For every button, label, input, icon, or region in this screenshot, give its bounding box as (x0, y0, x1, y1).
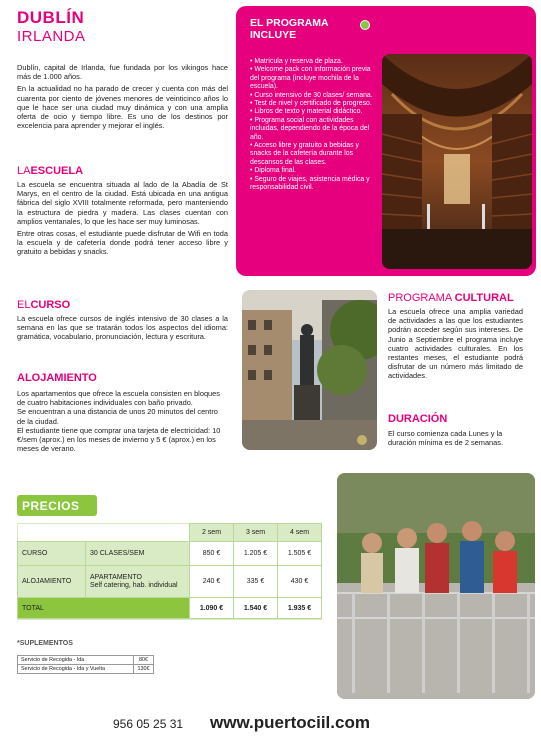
precios-heading: PRECIOS (22, 499, 80, 513)
page-subtitle: IRLANDA (17, 28, 86, 45)
suplementos-table (17, 655, 154, 674)
check-badge-icon (360, 20, 370, 30)
duracion-text: El curso comienza cada Lunes y la duración mínima es de 2 semanas. (388, 429, 504, 448)
page-title: DUBLÍN (17, 8, 85, 27)
students-photo (337, 473, 535, 699)
precios-table (17, 523, 322, 619)
table-row: Servicio de Recogida - Ida y Vuelta 130€ (18, 665, 154, 674)
table-row (18, 524, 322, 542)
table-row: Servicio de Recogida - Ida 80€ (18, 656, 154, 665)
alojamiento-heading: ALOJAMIENTO (17, 372, 97, 384)
library-illustration (382, 54, 532, 269)
list-item: • Test de nivel y certificado de progreso. (250, 100, 372, 108)
statue-photo (242, 290, 377, 450)
statue-illustration (242, 290, 377, 450)
dublin-intro: Dublín, capital de Irlanda, fue fundada por los vikingos hace más de 1.000 años. En la actualidad no ha parado de crecer y cuenta con más del cuarenta por ciento de jóvenes menores de veinticinco años lo que le hace ser una ciudad muy dinámica y con una amplia oferta de ocio y tiempo libre. Es uno de los destinos por excelencia para aprender y mejorar el inglés. (17, 63, 228, 131)
total-label: TOTAL (18, 598, 190, 619)
students-illustration (337, 473, 535, 699)
suplementos-heading: *SUPLEMENTOS (17, 640, 73, 647)
library-photo (382, 54, 532, 269)
footer-website[interactable]: www.puertociil.com (210, 713, 370, 732)
programa-title: EL PROGRAMA INCLUYE (250, 17, 329, 41)
column-header: 2 sem (190, 524, 234, 542)
list-item: • Curso intensivo de 30 clases/ semana. (250, 91, 373, 99)
list-item: • Matrícula y reserva de plaza. (250, 58, 343, 65)
total-row: TOTAL 1.090 € 1.540 € 1.935 € (18, 598, 322, 619)
row-label: CURSO (18, 542, 86, 566)
duracion-heading: DURACIÓN (388, 413, 448, 425)
table-row: ALOJAMIENTO APARTAMENTO Self catering, hab. individual 240 € 335 € 430 € (18, 566, 322, 598)
list-item: • Seguro de viajes, asistencia médica y responsabilidad civil. (250, 175, 370, 192)
list-item: • Acceso libre y gratuito a bebidas y snacks de la cafetería durante los descansos de las clases. (250, 142, 359, 166)
row-desc: APARTAMENTO Self catering, hab. individual (86, 566, 190, 598)
column-header: 3 sem (234, 524, 278, 542)
column-header: 4 sem (278, 524, 322, 542)
row-desc: 30 CLASES/SEM (86, 542, 190, 566)
row-label: ALOJAMIENTO (18, 566, 86, 598)
cultural-heading: PROGRAMA CULTURAL (388, 292, 514, 304)
escuela-heading: LAESCUELA (17, 165, 84, 177)
curso-heading: ELCURSO (17, 299, 71, 311)
list-item: • Welcome pack con información previa del programa (incluye mochila de la escuela). (250, 66, 371, 91)
table-row: CURSO 30 CLASES/SEM 850 € 1.205 € 1.505 € (18, 542, 322, 566)
footer-phone: 956 05 25 31 (113, 717, 184, 731)
cultural-text: La escuela ofrece una amplia variedad de actividades a las que los estudiantes podrán acceder según sus intereses. De Junio a Septiembre el programa incluye cuatro actividades culturales. En los restantes meses, el estudiante podrá disfrutar de un número más limitado de actividades. (388, 307, 523, 381)
list-item: • Libros de texto y material didáctico. (250, 108, 363, 116)
list-item: • Diploma final. (250, 167, 297, 175)
programa-list (250, 58, 378, 193)
curso-text: La escuela ofrece cursos de inglés intensivo de 30 clases a la semana en las que se tratarán todos los aspectos del idioma: gramática, vocabulario, pronunciación, lectura y escritura. (17, 314, 228, 342)
alojamiento-text: Los apartamentos que ofrece la escuela consisten en bloques de cuatro habitaciones individuales con baño privado. Se encuentran a una distancia de unos 20 minutos del centro de la ciudad. El estudiante tiene que comprar una tarjeta de electricidad: 10 €/sem (aprox.) en los meses de invierno y 5 € (aprox.) en los meses de verano. (17, 389, 221, 454)
list-item: • Programa social con actividades incluidas, dependiendo de la época del año. (250, 116, 370, 141)
escuela-text: La escuela se encuentra situada al lado de la Abadía de St Marys, en el centro de la ciudad. Está ubicada en una antigua fábrica del siglo XVIII totalmente reformada, pero manteniendo la estructura de piedra y madera. Las clases cuentan con amplios ventanales, lo que les hace ser muy luminosas. Entre otras cosas, el estudiante puede disfrutar de Wifi en toda la escuela y de cafetería donde podrá tener acceso libre y gratuito a bebidas y snacks. (17, 180, 228, 257)
